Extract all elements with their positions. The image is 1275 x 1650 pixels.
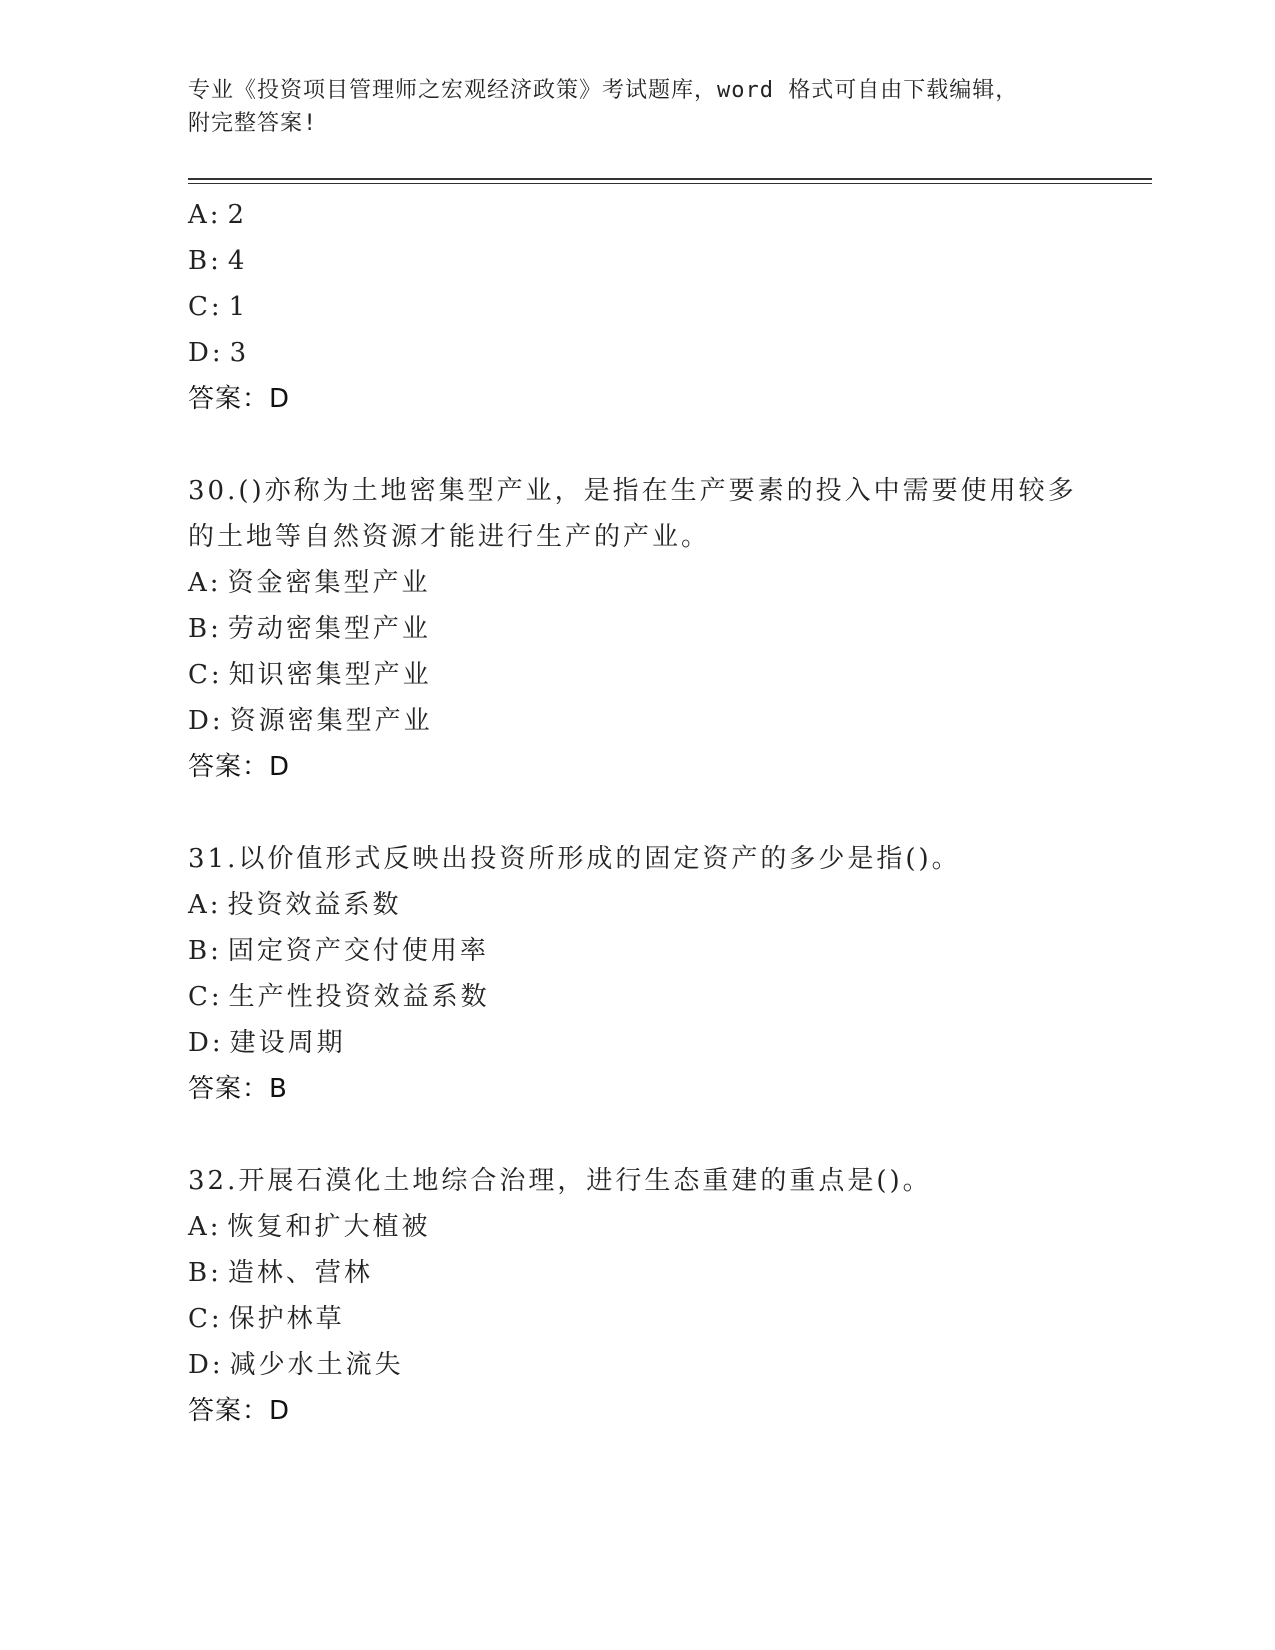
- option-text: 减少水土流失: [229, 1350, 404, 1380]
- option-text: 固定资产交付使用率: [227, 936, 489, 966]
- option-text: 投资效益系数: [227, 890, 402, 920]
- answer-line: 答案：B: [188, 1074, 288, 1104]
- option-a: [188, 560, 1128, 606]
- option-text: 恢复和扩大植被: [227, 1212, 431, 1242]
- option-a: [188, 1204, 1128, 1250]
- option-text: 4: [227, 246, 248, 276]
- option-b: [188, 238, 1128, 284]
- option-text: 建设周期: [229, 1028, 346, 1058]
- option-text: 1: [228, 292, 249, 322]
- answer-line: 答案：D: [188, 384, 291, 414]
- option-c: [188, 974, 1128, 1020]
- option-text: 劳动密集型产业: [227, 614, 431, 644]
- question-text-line: 30.()亦称为土地密集型产业，是指在生产要素的投入中需要使用较多: [188, 476, 1077, 506]
- option-letter: B:: [188, 246, 222, 276]
- header-divider-thin: [188, 183, 1152, 184]
- option-text: 2: [227, 200, 248, 230]
- option-text: 3: [229, 338, 250, 368]
- option-letter: A:: [188, 200, 222, 230]
- option-text: 生产性投资效益系数: [228, 982, 490, 1012]
- option-letter: D:: [188, 338, 224, 368]
- option-d: [188, 1020, 1128, 1066]
- option-text: 资金密集型产业: [227, 568, 431, 598]
- option-letter: D:: [188, 1350, 224, 1380]
- question-block: [188, 1158, 1128, 1434]
- option-letter: D:: [188, 706, 224, 736]
- option-letter: A:: [188, 568, 222, 598]
- option-c: [188, 1296, 1128, 1342]
- option-letter: C:: [188, 660, 223, 690]
- option-b: [188, 928, 1128, 974]
- option-text: 资源密集型产业: [229, 706, 433, 736]
- question-block: [188, 468, 1128, 790]
- option-letter: C:: [188, 292, 223, 322]
- option-a: [188, 882, 1128, 928]
- option-letter: C:: [188, 982, 223, 1012]
- option-letter: D:: [188, 1028, 224, 1058]
- option-d: [188, 698, 1128, 744]
- option-text: 造林、营林: [227, 1258, 373, 1288]
- option-a: [188, 192, 1128, 238]
- question-list: [188, 192, 1128, 1434]
- option-letter: C:: [188, 1304, 223, 1334]
- question-block: [188, 192, 1128, 422]
- question-block: [188, 836, 1128, 1112]
- answer-line: 答案：D: [188, 1396, 291, 1426]
- header-divider-thick: [188, 178, 1152, 180]
- option-b: [188, 1250, 1128, 1296]
- option-text: 保护林草: [228, 1304, 345, 1334]
- option-letter: B:: [188, 1258, 222, 1288]
- question-text-line: 的土地等自然资源才能进行生产的产业。: [188, 522, 711, 552]
- option-letter: B:: [188, 936, 222, 966]
- question-text-line: 31.以价值形式反映出投资所形成的固定资产的多少是指()。: [188, 844, 961, 874]
- header-line-2: 附完整答案!: [188, 111, 318, 136]
- option-letter: A:: [188, 1212, 222, 1242]
- question-text-line: 32.开展石漠化土地综合治理，进行生态重建的重点是()。: [188, 1166, 932, 1196]
- option-c: [188, 652, 1128, 698]
- option-letter: B:: [188, 614, 222, 644]
- header-line-1: 专业《投资项目管理师之宏观经济政策》考试题库，word 格式可自由下载编辑，: [188, 78, 1019, 103]
- option-d: [188, 330, 1128, 376]
- option-text: 知识密集型产业: [228, 660, 432, 690]
- option-letter: A:: [188, 890, 222, 920]
- option-c: [188, 284, 1128, 330]
- option-d: [188, 1342, 1128, 1388]
- answer-line: 答案：D: [188, 752, 291, 782]
- option-b: [188, 606, 1128, 652]
- document-header: [188, 74, 1088, 140]
